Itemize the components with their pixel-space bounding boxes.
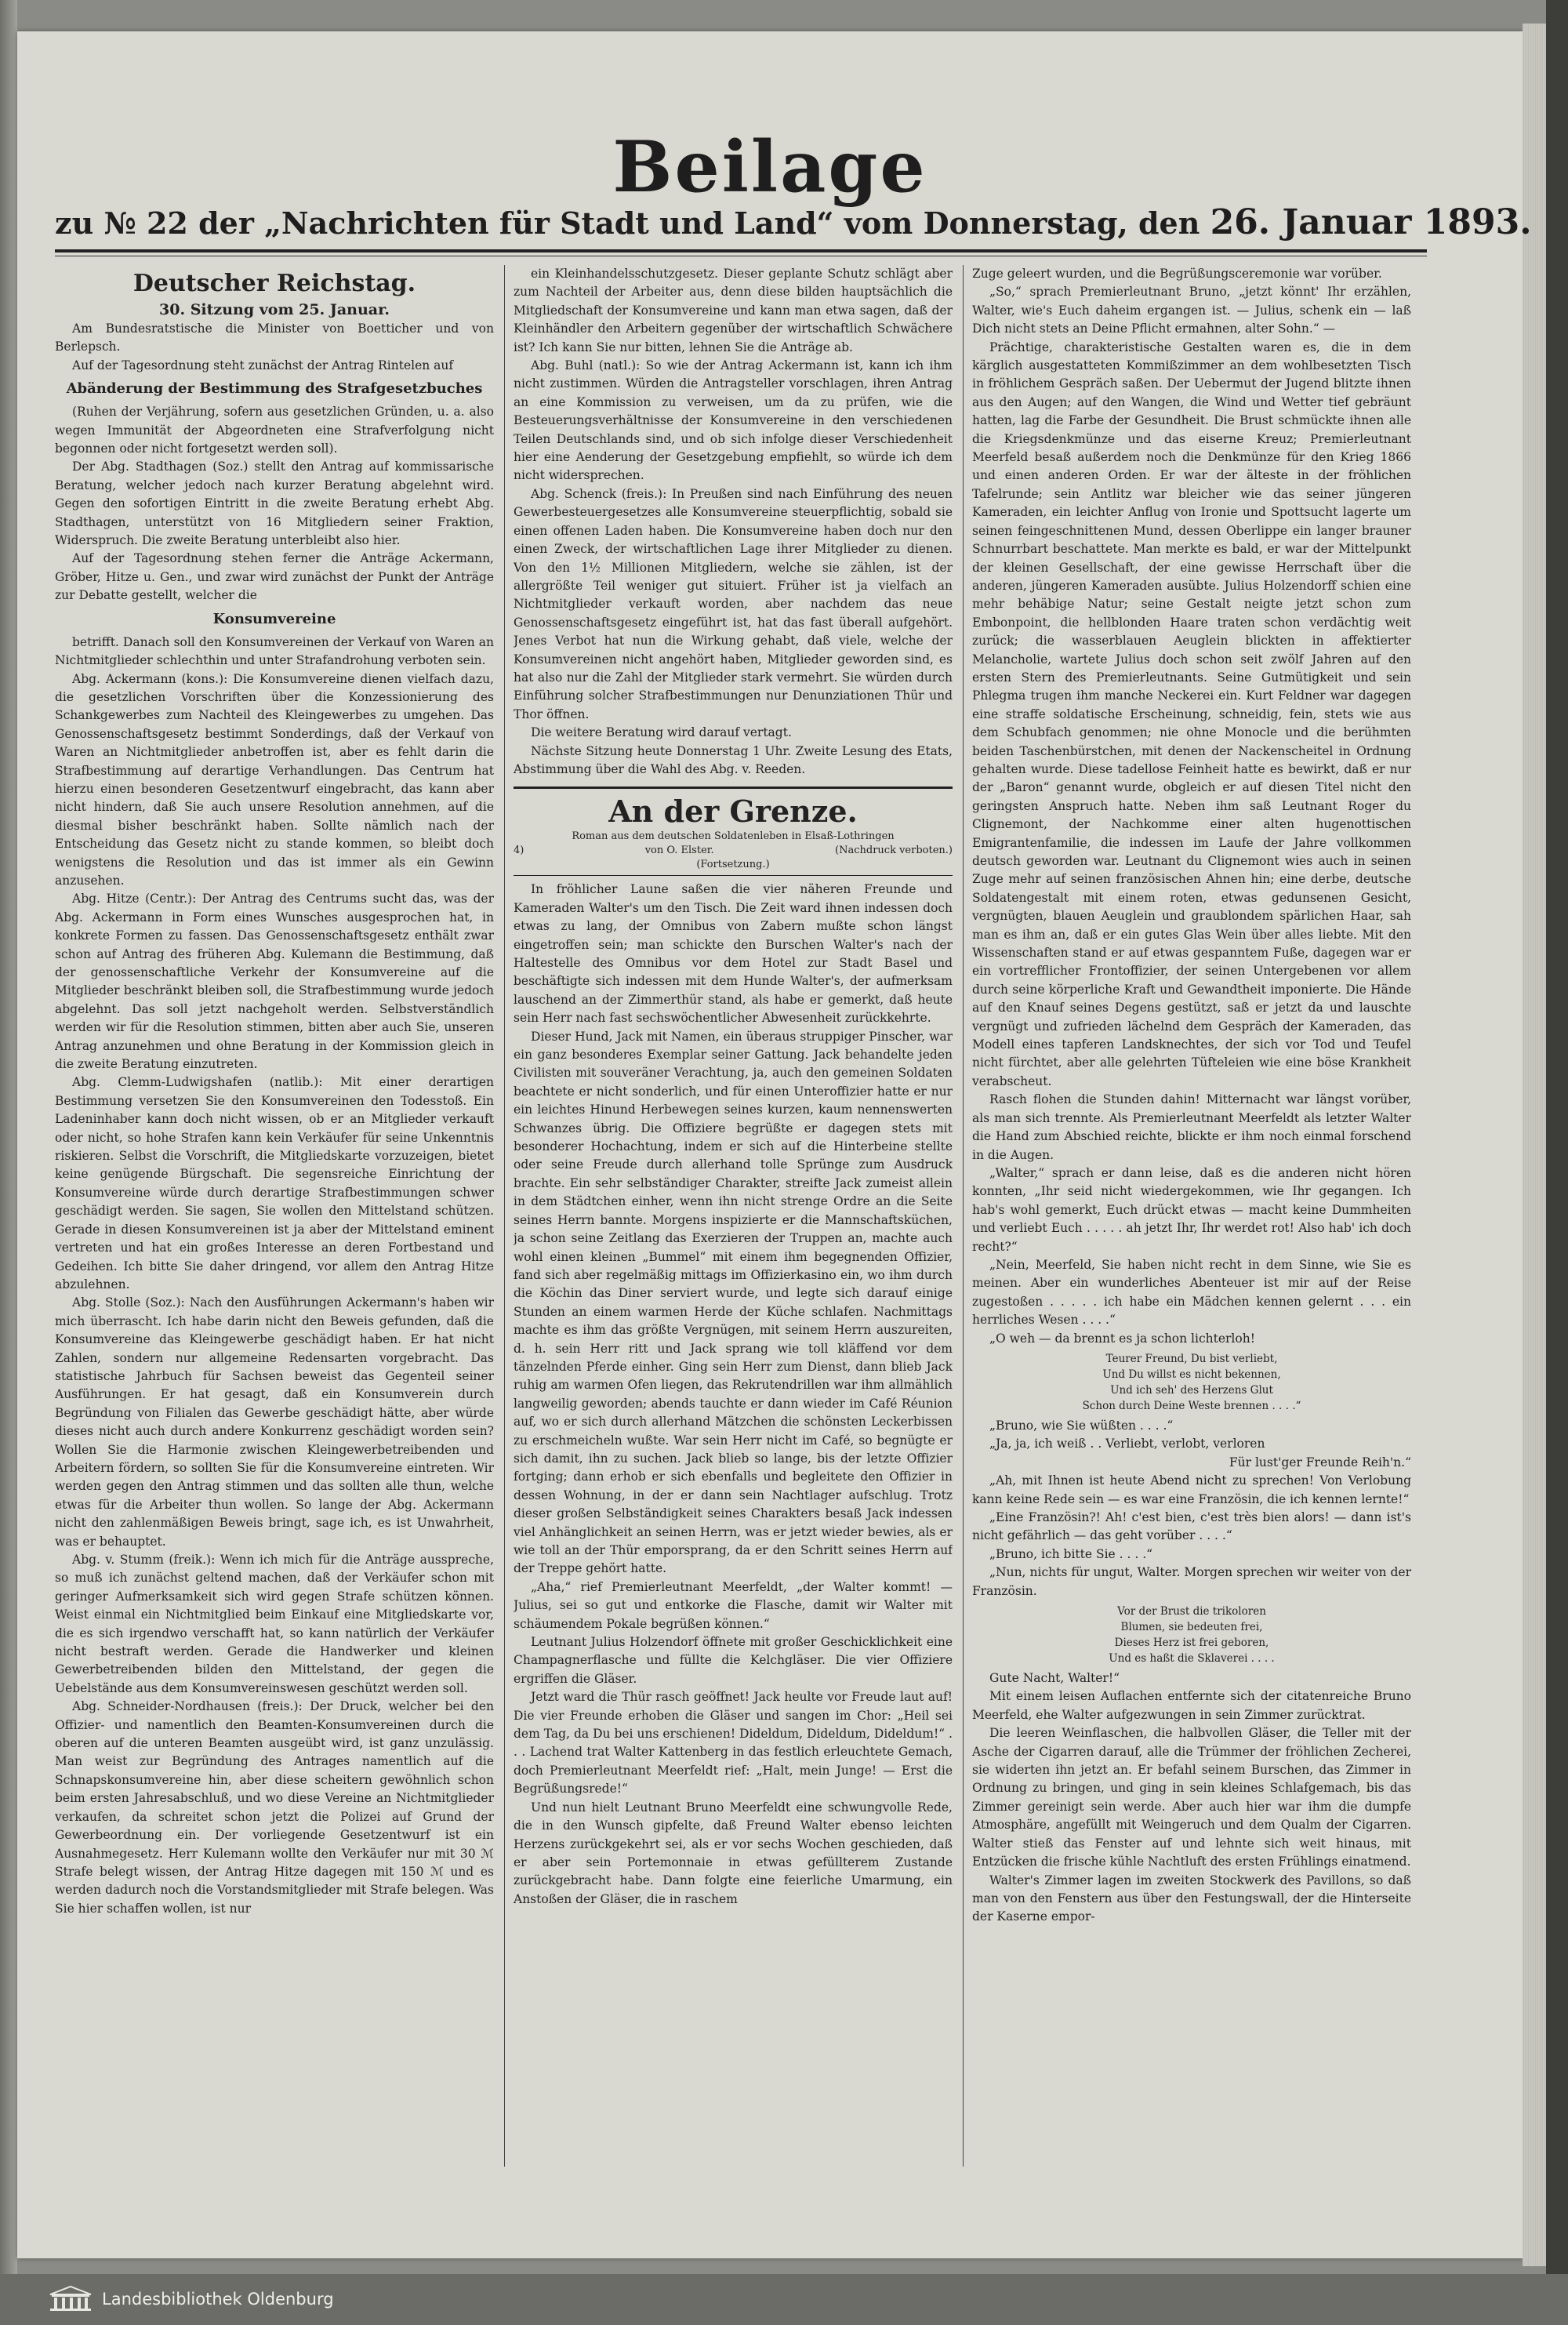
column-1 bbox=[55, 265, 494, 2168]
paragraph: „Bruno, ich bitte Sie . . . .“ bbox=[989, 1546, 1153, 1561]
poem-line: Dieses Herz ist frei geboren, bbox=[1114, 1637, 1269, 1650]
library-building-icon bbox=[47, 2285, 94, 2312]
reprint-note: (Nachdruck verboten.) bbox=[835, 845, 953, 857]
paragraph: Abg. Schenck (freis.): In Preußen sind nach Einführung des neuen Gewerbesteuergesetzes alle Konsumvereine steuerpflichtig, sobald sie einen offenen Laden haben. Die Konsumvereine haben doch nur den einen Zweck, der wirtschaftlichen Lage ihrer Mitglieder zu dienen. Von den 1½ Millionen Mitgliedern, welche sie zählen, ist der allergrößte Teil weniger gut situiert. Früher ist ja vielfach an Nichtmitglieder verkauft worden, aber nachdem das neue Genossenschaftsgesetz eingeführt ist, hat das fast überall aufgehört. Jenes Verbot hat nun die Wirkung gehabt, daß viele, welche der Konsumvereinen nicht angehört haben, Mitglieder geworden sind, es hat also nur die Zahl der Mitglieder stark vermehrt. Sie würden durch Einführung solcher Strafbestimmungen nur Denunziationen Thür und Thor öffnen. bbox=[514, 486, 953, 721]
column-divider bbox=[504, 265, 505, 2167]
paragraph: „Walter,“ sprach er dann leise, daß es die anderen nicht hören konnten, „Ihr seid nicht wiedergekommen, wie Ihr gegangen. Ich hab's wohl gemerkt, Euch drückt etwas — macht keine Dummheiten und verliebt Euch . . . . . ah jetzt Ihr, Ihr werdet rot! Also hab' ich doch recht?“ bbox=[972, 1165, 1411, 1254]
subtitle-text: zu № 22 der „Nachrichten für Stadt und Land“ vom Donnerstag, den bbox=[55, 205, 1200, 241]
paragraph: Für lust'ger Freunde Reih'n.“ bbox=[1229, 1455, 1411, 1469]
paragraph: Abg. Clemm-Ludwigshafen (natlib.): Mit einer derartigen Bestimmung versetzen Sie den Konsumvereinen den Todesstoß. Ein Ladeninhaber kann doch nicht wissen, ob er an Mitglieder verkauft oder nicht, so hohe Strafen kann kein Verkäufer für seine Unkenntnis riskieren. Selbst die Vorschrift, die Mitgliedskarte vorzuzeigen, bietet keine genügende Bürgschaft. Die segensreiche Einrichtung der Konsumvereine würde durch derartige Strafbestimmungen schwer geschädigt werden. Sie sagen, Sie wollen den Mittelstand schützen. Gerade in diesen Konsumvereinen ist ja aber der Mittelstand eminent vertreten und hat ein großes Interesse an deren Fortbestand und Gedeihen. Ich bitte Sie daher dringend, vor allem den Antrag Hitze abzulehnen. bbox=[55, 1075, 494, 1291]
poem-line: Blumen, sie bedeuten frei, bbox=[1120, 1621, 1263, 1634]
paragraph: „Bruno, wie Sie wüßten . . . .“ bbox=[989, 1418, 1174, 1433]
paragraph: Abg. Ackermann (kons.): Die Konsumvereine dienen vielfach dazu, die gesetzlichen Vorschriften über die Konzessionierung des Schankgewerbes zum Nachteil des Kleingewerbes zu umgehen. Das Genossenschaftsgesetz bestimmt Sonderdings, daß der Verkauf von Waren an Nichtmitglieder anbetroffen ist, aber es fehlt darin die Strafbestimmung auf derartige Verhandlungen. Das Centrum hat hierzu einen besonderen Gesetzentwurf eingebracht, das kann aber nicht hindern, daß Sie auch unsere Resolution annehmen, auf die diesmal bisher beschränkt haben. Sollte nämlich nach der Entscheidung das Gesetz nicht zu stande kommen, so bleibt doch wenigstens die Resolution und das ist immer als ein Gewinn anzusehen. bbox=[55, 671, 494, 888]
story-author: von O. Elster. bbox=[644, 845, 714, 857]
continuation-note: (Fortsetzung.) bbox=[696, 859, 770, 871]
paragraph: Rasch flohen die Stunden dahin! Mitternacht war längst vorüber, als man sich trennte. Als Premierleutnant Meerfeldt als letzter Walter die Hand zum Abschied reichte, blickte er ihm noch einmal forschend in die Augen. bbox=[972, 1092, 1411, 1162]
paragraph: Dieser Hund, Jack mit Namen, ein überaus struppiger Pinscher, war ein ganz besonderes Exemplar seiner Gattung. Jack behandelte jeden Civilisten mit souveräner Verachtung, ja, auch den gemeinen Soldaten beachtete er nicht sonderlich, und für einen Unteroffizier hatte er nur ein leichtes Hinund Herbewegen seines kurzen, kaum nennenswerten Schwanzes übrig. Die Offiziere begrüßte er dagegen stets mit besonderer Hochachtung, indem er sich auf die Hinterbeine stellte oder seine Freude durch allerhand tolle Sprünge zum Ausdruck brachte. Ein sehr selbständiger Charakter, streifte Jack zumeist allein in dem Städtchen einher, wenn ihn nicht strenge Ordre an die Seite seines Herrn bannte. Morgens inspizierte er die Mannschaftsküchen, ja schon seine Zeitlang das Exerzieren der Truppen an, machte auch wohl einen kleinen „Bummel“ mit einem ihm begegnenden Offizier, fand sich aber regelmäßig mittags im Offizierkasino ein, wo ihm durch die Köchin das Diner serviert wurde, und legte sich darauf einige Stunden an einem warmen Herde der Küche schlafen. Nachmittags machte es ihm das größte Vergnügen, mit seinem Herrn auszureiten, d. h. sein Herr ritt und Jack sprang wie toll kläffend vor dem tänzelnden Pferde einher. Ging sein Herr zum Dienst, dann blieb Jack ruhig am warmen Ofen liegen, das Rekrutendrillen war ihm allmählich langweilig geworden; abends tauchte er dann wieder im Café Réunion auf, wo er sich durch allerhand Mätzchen die schönsten Leckerbissen zu erschmeicheln wußte. War sein Herr nicht im Café, so begnügte er sich damit, ihn zu suchen. Jack blieb so lange, bis der letzte Offizier fortging; dann erhob er sich ebenfalls und begleitete den Offizier in dessen Wohnung, in der er dann sein Nachtlager aufschlug. Trotz dieser großen Selbständigkeit seines Charakters besaß Jack indessen viel Anhänglichkeit an seinen Herrn, was er jetzt wieder bewies, als er wie toll an der Thür emporsprang, da er den Schritt seines Herrn auf der Treppe gehört hatte. bbox=[514, 1029, 953, 1576]
poem-verse bbox=[972, 1604, 1411, 1666]
agenda-title: Abänderung der Bestimmung des Strafgesetzbuches bbox=[66, 380, 483, 398]
masthead-title: Beilage bbox=[612, 125, 927, 209]
paragraph: Abg. v. Stumm (freik.): Wenn ich mich für die Anträge ausspreche, so muß ich zunächst geltend machen, daß der Verkäufer schon mit geringer Aufmerksamkeit sich wird gegen Strafe schützen können. Weist einmal ein Nichtmitglied beim Einkauf eine Mitgliedskarte vor, die es sich irgendwo verschafft hat, so kann natürlich der Verkäufer nicht bestraft werden. Gerade die Handwerker und kleinen Gewerbetreibenden bilden den Mittelstand, der gegen die Uebelstände aus dem Konsumvereinswesen geschützt werden soll. bbox=[55, 1553, 494, 1695]
paragraph: „O weh — da brennt es ja schon lichterloh! bbox=[989, 1331, 1255, 1346]
library-name: Landesbibliothek Oldenburg bbox=[102, 2290, 334, 2309]
paragraph: In fröhlicher Laune saßen die vier näheren Freunde und Kameraden Walter's um den Tisch. Die Zeit ward ihnen indessen doch etwas zu lang, der Omnibus von Zabern mußte schon längst eingetroffen sein; man schickte den Burschen Walter's nach der Haltestelle des Omnibus vor dem Hotel zur Stadt Basel und beschäftigte sich indessen mit dem Hunde Walter's, der aufmerksam lauschend an der Zimmerthür stand, als habe er gemerkt, daß heute sein Herr nach fast sechswöchentlicher Abwesenheit zurückkehrte. bbox=[514, 882, 953, 1026]
paragraph: „Aha,“ rief Premierleutnant Meerfeldt, „der Walter kommt! — Julius, sei so gut und entkorke die Flasche, damit wir Walter mit schäumendem Pokale begrüßen können.“ bbox=[514, 1579, 953, 1631]
paragraph: Und nun hielt Leutnant Bruno Meerfeldt eine schwungvolle Rede, die in den Wunsch gipfelte, daß Freund Walter ebenso leichten Herzens zurückgekehrt sei, als er vor sechs Wochen geschieden, daß er aber sein Portemonnaie in etwas gefüllterem Zustande zurückgebracht habe. Dann folgte eine feierliche Umarmung, ein Anstoßen der Gläser, die in raschem bbox=[514, 1800, 953, 1906]
section-title: Deutscher Reichstag. bbox=[132, 270, 416, 297]
story-title: An der Grenze. bbox=[608, 794, 858, 830]
paragraph: Leutnant Julius Holzendorf öffnete mit großer Geschicklichkeit eine Champagnerflasche und füllte die Kelchgläser. Die vier Offiziere ergriffen die Gläser. bbox=[514, 1635, 953, 1686]
poem-line: Teurer Freund, Du bist verliebt, bbox=[1105, 1352, 1278, 1365]
subtitle-date: 26. Januar 1893. bbox=[1210, 202, 1532, 242]
poem-line: Vor der Brust die trikoloren bbox=[1117, 1605, 1266, 1618]
paragraph: Abg. Buhl (natl.): So wie der Antrag Ackermann ist, kann ich ihm nicht zustimmen. Würden die Antragsteller vorschlagen, ihren Antrag an eine Kommission zu verweisen, um da zu prüfen, wie die Besteuerungsverhältnisse der Konsumvereine in den verschiedenen Teilen Deutschlands sind, und ob sich infolge dieser Verschiedenheit hier eine Aenderung der Gesetzgebung empfiehlt, so würde ich dem nicht widersprechen. bbox=[514, 358, 953, 483]
paragraph: Die weitere Beratung wird darauf vertagt. bbox=[531, 725, 792, 740]
header-rule bbox=[55, 249, 1427, 252]
paragraph: Abg. Schneider-Nordhausen (freis.): Der Druck, welcher bei den Offizier- und namentlich den Beamten-Konsumvereinen durch die oberen auf die unteren Beamten ausgeübt wird, ist ganz unzulässig. Man weist zur Begründung des Antrages namentlich auf die Schnapskonsumvereine hin, aber diese scheitern gewöhnlich schon beim ersten Jahresabschluß, und wo diese Vereine an Nichtmitglieder verkaufen, da schreitet schon jetzt die Polizei auf Grund der Gewerbeordnung ein. Der vorliegende Gesetzentwurf ist ein Ausnahmegesetz. Herr Kulemann wollte den Verkäufer nur mit 30 ℳ Strafe belegt wissen, der Antrag Hitze dagegen mit 150 ℳ und es werden dadurch noch die Vorstandsmitglieder mit Strafe belegen. Was Sie hier schaffen wollen, ist nur bbox=[55, 1699, 494, 1916]
poem-line: Und es haßt die Sklaverei . . . . bbox=[1109, 1652, 1275, 1666]
paragraph: Abg. Hitze (Centr.): Der Antrag des Centrums sucht das, was der Abg. Ackermann in Form eines Wunsches ausgesprochen hat, in konkrete Formen zu fassen. Das Genossenschaftsgesetz enthält zwar schon auf Antrag des früheren Abg. Kulemann die Bestimmung, daß der genossenschaftliche Verkehr der Konsumvereine auf die Mitglieder beschränkt bleiben soll, die Strafbestimmung wurde jedoch abgelehnt. Das soll jetzt nachgeholt werden. Selbstverständlich werden wir für die Resolution stimmen, bitten aber auch Sie, unseren Antrag anzunehmen und ohne Beratung in der Kommission gleich in die zweite Beratung einzutreten. bbox=[55, 892, 494, 1072]
scan-border-left bbox=[0, 0, 17, 2325]
story-header bbox=[514, 787, 953, 876]
story-byline bbox=[514, 844, 953, 858]
paragraph: betrifft. Danach soll den Konsumvereinen der Verkauf von Waren an Nichtmitglieder schlechthin und unter Strafandrohung verboten sein. bbox=[55, 634, 494, 668]
paragraph: Walter's Zimmer lagen im zweiten Stockwerk des Pavillons, so daß man von den Fenstern aus über den Festungswall, der die Hinterseite der Kaserne empor- bbox=[972, 1873, 1411, 1924]
paragraph: Abg. Stolle (Soz.): Nach den Ausführungen Ackermann's haben wir mich überrascht. Ich habe darin nicht den Beweis gefunden, daß die Konsumvereine das Kleingewerbe geschädigt haben. Er hat nicht Zahlen, sondern nur allgemeine Redensarten vorgebracht. Das statistische Jahrbuch für Sachsen beweist das Gegenteil seiner Ausführungen. Er hat gesagt, daß ein Konsumverein durch Begründung von Filialen das Gewerbe geschädigt hätte, aber würde dieses nicht auch durch andere Konkurrenz geschädigt worden sein? Wollen Sie die Harmonie zwischen Kleingewerbetreibenden und Arbeitern fördern, so sollten Sie für die Konsumvereine eintreten. Wir werden gegen den Antrag stimmen und das sollten alle thun, welche etwas für die Arbeiter thun wollen. So lange der Abg. Ackermann nicht den zahlenmäßigen Beweis bringt, sage ich, es ist Unwahrheit, was er behauptet. bbox=[55, 1295, 494, 1549]
paragraph: Am Bundesratstische die Minister von Boetticher und von Berlepsch. bbox=[55, 322, 494, 354]
paragraph: Der Abg. Stadthagen (Soz.) stellt den Antrag auf kommissarische Beratung, welcher jedoch nach kurzer Beratung abgelehnt wird. Gegen den sofortigen Eintritt in die zweite Beratung erhebt Abg. Stadthagen, unterstützt von 16 Mitgliedern seiner Fraktion, Widerspruch. Die zweite Beratung unterbleibt also hier. bbox=[55, 460, 494, 548]
paragraph: „So,“ sprach Premierleutnant Bruno, „jetzt könnt' Ihr erzählen, Walter, wie's Euch daheim ergangen ist. — Julius, schenk ein — laß Dich nicht stets an Deine Pflicht ermahnen, alter Sohn.“ — bbox=[972, 285, 1411, 336]
paragraph: „Nein, Meerfeld, Sie haben nicht recht in dem Sinne, wie Sie es meinen. Aber ein wunderliches Abenteuer ist mir auf der Reise zugestoßen . . . . . ich habe ein Mädchen kennen gelernt . . . ein herrliches Wesen . . . .“ bbox=[972, 1257, 1411, 1328]
paragraph: (Ruhen der Verjährung, sofern aus gesetzlichen Gründen, u. a. also wegen Immunität der Abgeordneten eine Strafverfolgung nicht begonnen oder nicht fortgesetzt werden soll). bbox=[55, 405, 494, 456]
paragraph: „Ja, ja, ich weiß . . Verliebt, verlobt, verloren bbox=[989, 1437, 1265, 1451]
paragraph: Gute Nacht, Walter!“ bbox=[989, 1671, 1120, 1686]
poem-line: Und Du willst es nicht bekennen, bbox=[1102, 1368, 1281, 1381]
masthead-subtitle bbox=[55, 202, 1532, 242]
paragraph: Auf der Tagesordnung steht zunächst der Antrag Rintelen auf bbox=[72, 358, 454, 372]
session-title: 30. Sitzung vom 25. Januar. bbox=[159, 301, 390, 318]
scan-border-right bbox=[1546, 0, 1568, 2325]
paragraph: „Eine Französin?! Ah! c'est bien, c'est très bien alors! — dann ist's nicht gefährlich — das geht vorüber . . . .“ bbox=[972, 1510, 1411, 1543]
page-stack-edge bbox=[1523, 24, 1546, 2266]
column-3 bbox=[972, 265, 1411, 2168]
paragraph: Prächtige, charakteristische Gestalten waren es, die in dem kärglich ausgestatteten Kommißzimmer an dem wohlbesetzten Tisch in fröhlichem Gespräch saßen. Der Uebermut der Jugend blitzte ihnen aus den Augen; auf den Wangen, die Wind und Wetter tief gebräunt hatten, lag die Farbe der Gesundheit. Die Brust schmückte ihnen alle die Kriegsdenkmünze und das eiserne Kreuz; Premierleutnant Meerfeld besaß außerdem noch die Denkmünze für den Krieg 1866 und einen anderen Orden. Er war der älteste in der fröhlichen Tafelrunde; sein Antlitz war bleicher wie das seiner jüngeren Kameraden, ein leichter Anflug von Ironie und Spottsucht lagerte um seinen feingeschnittenen Mund, dessen Oberlippe ein langer brauner Schnurrbart beschattete. Man merkte es bald, er war der Mittelpunkt der kleinen Gesellschaft, der eine gewisse Herrschaft über die anderen, jüngeren Kameraden ausübte. Julius Holzendorff schien eine mehr behäbige Natur; seine Gestalt neigte jetzt schon zum Embonpoint, die hellblonden Haare traten schon verdächtig weit zurück; die wasserblauen Aeuglein blickten in affektierter Melancholie, wartete Julius doch schon seit zwölf Jahren auf den ersten Stern des Premierleutnants. Seine Gutmütigkeit und sein Phlegma trugen ihm manche Neckerei ein. Kurt Feldner war dagegen eine straffe soldatische Erscheinung, schneidig, fein, stets wie aus dem Schubfach genommen; nie ohne Monocle und die berühmten beiden Taschenbürstchen, mit denen der Nackenscheitel in Ordnung gehalten wurde. Diese tadellose Feinheit hatte es bewirkt, daß er nur der „Baron“ genannt wurde, obgleich er auf diesen Titel nicht den geringsten Anspruch hatte. Neben ihm saß Leutnant Roger du Clignemont, der Nachkomme einer alten hugenottischen Emigrantenfamilie, die indessen im Laufe der Jahre vollkommen deutsch geworden war. Leutnant du Clignemont wies auch in seinen Zuge mehr auf seinen französischen Ahnen hin; eine derbe, deutsche Soldatengestalt mit einem roten, etwas gedunsenen Gesicht, vergnügten, blauen Aeuglein und graublondem spärlichen Haar, sah man es ihm an, daß er ein gutes Glas Wein über alles liebte. Mit den Wissenschaften stand er auf etwas gespanntem Fuße, dagegen war er ein vortrefflicher Frontoffizier, der seinen Untergebenen vor allem durch seine körperliche Kraft und Gewandtheit imponierte. Die Hände auf den Knauf seines Degens gestützt, saß er jetzt da und lauschte vergnügt und zufrieden lächelnd dem Gespräch der Kameraden, das Modell eines tapferen Landsknechtes, der sich vor Tod und Teufel nicht fürchtet, aber alle gelehrten Tüfteleien wie eine böse Krankheit verabscheut. bbox=[972, 340, 1411, 1088]
poem-line: Schon durch Deine Weste brennen . . . .“ bbox=[1082, 1399, 1301, 1412]
paragraph: Zuge geleert wurden, und die Begrüßungsceremonie war vorüber. bbox=[972, 267, 1382, 281]
paragraph: ein Kleinhandelsschutzgesetz. Dieser geplante Schutz schlägt aber zum Nachteil der Arbeiter aus, denn diese bilden hauptsächlich die Mitgliedschaft der Konsumvereine und kann man etwa sagen, daß der Kleinhändler den Arbeitern gegenüber der wirtschaftlich Schwächere ist? Ich kann Sie nur bitten, lehnen Sie die Anträge ab. bbox=[514, 267, 953, 354]
paragraph: Jetzt ward die Thür rasch geöffnet! Jack heulte vor Freude laut auf! Die vier Freunde erhoben die Gläser und sangen im Chor: „Heil sei dem Tag, da Du bei uns erschienen! Dideldum, Dideldum, Dideldum!“ . . . Lachend trat Walter Kattenberg in das festlich erleuchtete Gemach, doch Premierleutnant Meerfeldt rief: „Halt, mein Junge! — Erst die Begrüßungsrede!“ bbox=[514, 1690, 953, 1796]
agenda-title: Konsumvereine bbox=[212, 610, 336, 627]
paragraph: „Ah, mit Ihnen ist heute Abend nicht zu sprechen! Von Verlobung kann keine Rede sein — es war eine Französin, die ich kennen lernte!“ bbox=[972, 1473, 1411, 1506]
story-subtitle: Roman aus dem deutschen Soldatenleben in Elsaß-Lothringen bbox=[572, 830, 895, 843]
paragraph: Die leeren Weinflaschen, die halbvollen Gläser, die Teller mit der Asche der Cigarren darauf, alle die Trümmer der fröhlichen Zecherei, sie widerten ihn jetzt an. Er befahl seinem Burschen, das Zimmer in Ordnung zu bringen, und ging in sein kleines Schlafgemach, bis das Zimmer gereinigt sein werde. Aber auch hier war ihm die dumpfe Atmosphäre, angefüllt mit Weingeruch und dem Qualm der Cigarren. Walter stieß das Fenster auf und lehnte sich weit hinaus, mit Entzücken die frische kühle Nachtluft des ersten Frühlings einatmend. bbox=[972, 1726, 1411, 1869]
poem-line: Und ich seh' des Herzens Glut bbox=[1110, 1383, 1273, 1397]
installment-number: 4) bbox=[514, 845, 524, 857]
poem-verse bbox=[972, 1351, 1411, 1414]
paragraph: „Nun, nichts für ungut, Walter. Morgen sprechen wir weiter von der Französin. bbox=[972, 1565, 1411, 1598]
column-2 bbox=[514, 265, 953, 2168]
paragraph: Auf der Tagesordnung stehen ferner die Anträge Ackermann, Gröber, Hitze u. Gen., und zwar wird zunächst der Punkt der Anträge zur Debatte gestellt, welcher die bbox=[55, 551, 494, 603]
paragraph: Nächste Sitzung heute Donnerstag 1 Uhr. Zweite Lesung des Etats, Abstimmung über die Wahl des Abg. v. Reeden. bbox=[514, 743, 953, 776]
column-divider bbox=[963, 265, 964, 2167]
paragraph: Mit einem leisen Auflachen entfernte sich der citatenreiche Bruno Meerfeld, ehe Walter aufgezwungen in sein Zimmer zurücktrat. bbox=[972, 1689, 1411, 1722]
